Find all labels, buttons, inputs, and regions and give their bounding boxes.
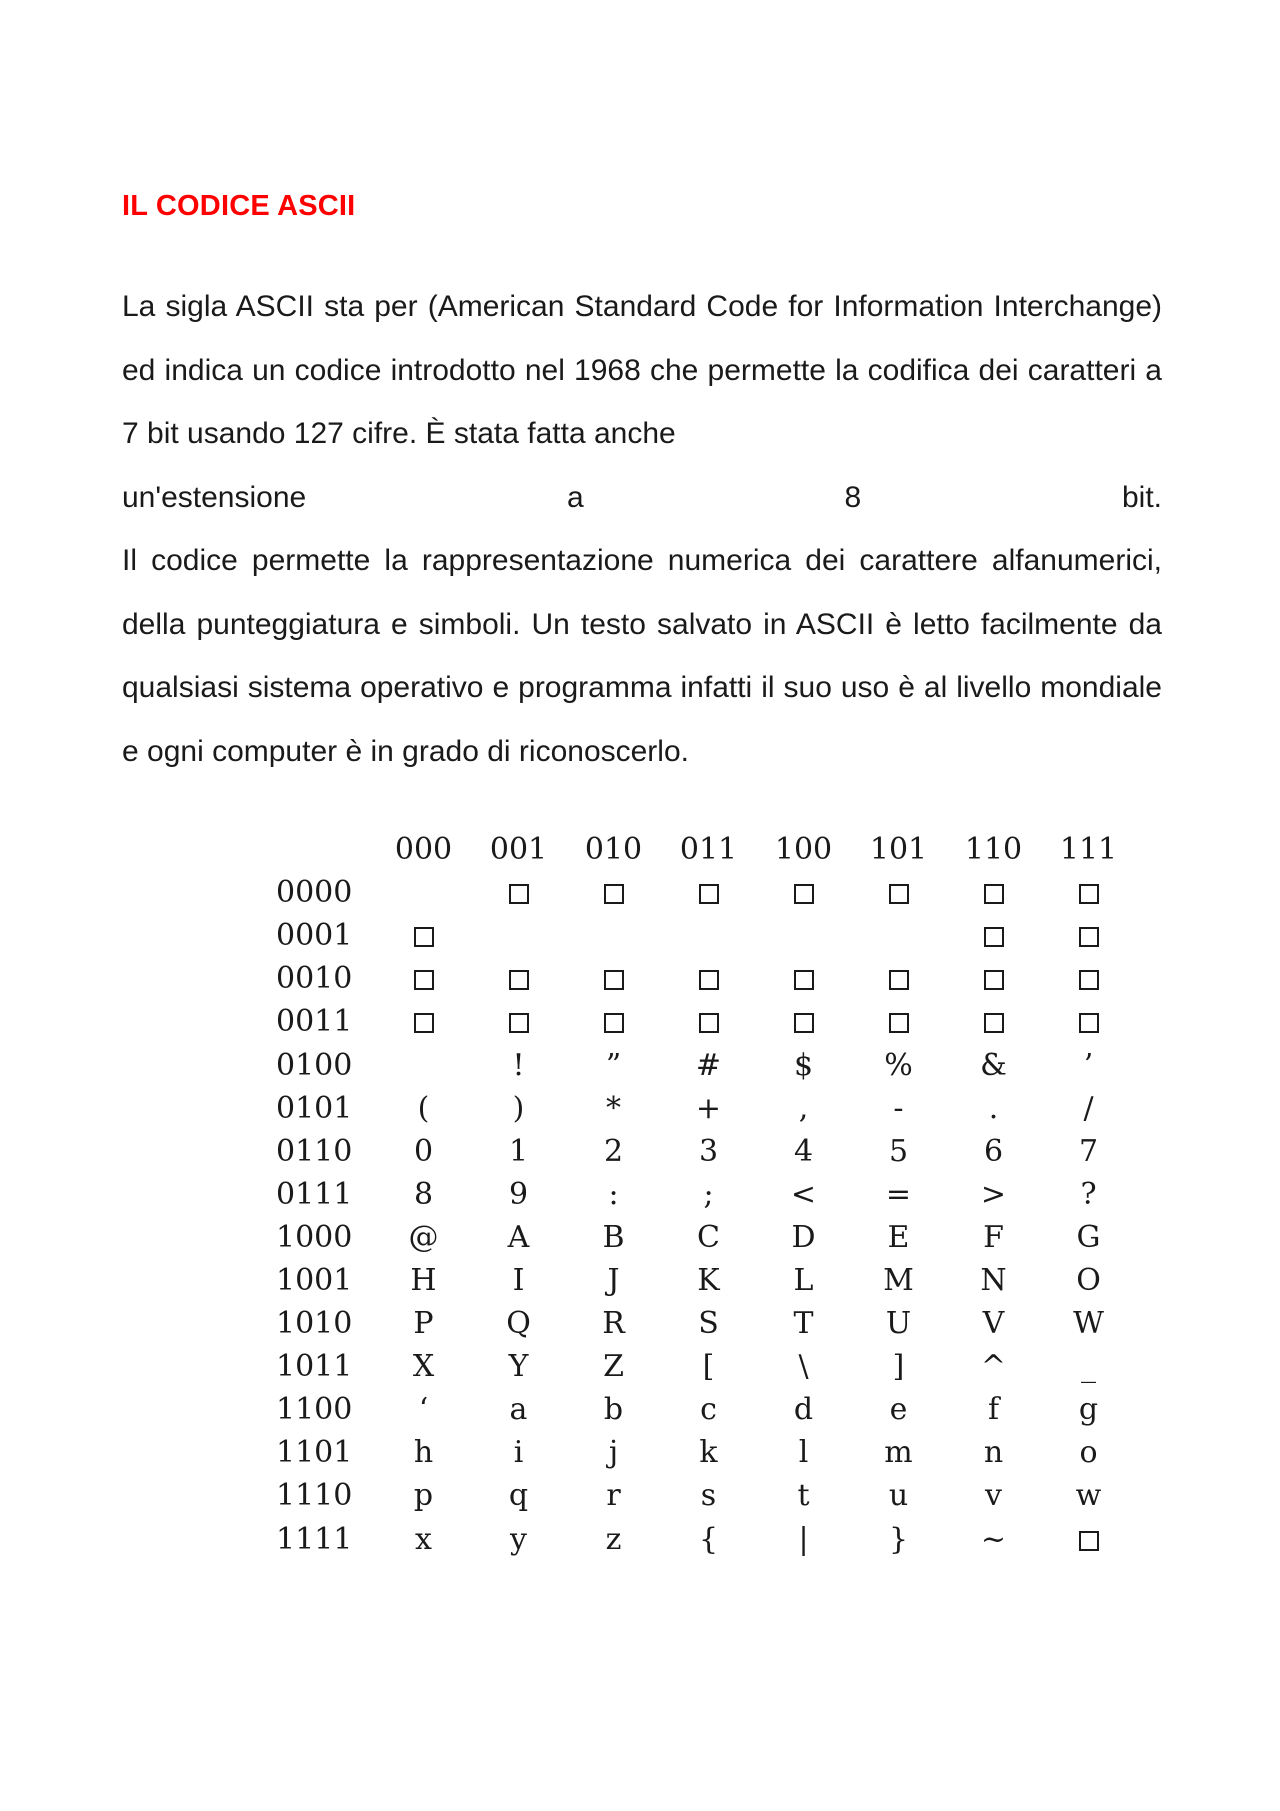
- table-cell: [376, 1000, 471, 1043]
- table-cell: A: [507, 1219, 530, 1255]
- table-cell: P: [413, 1306, 434, 1342]
- control-char-box-icon: [1079, 927, 1099, 947]
- table-cell: v: [985, 1478, 1002, 1514]
- table-cell: H: [410, 1262, 437, 1298]
- table-cell: Q: [506, 1306, 531, 1342]
- control-char-box-icon: [984, 927, 1004, 947]
- table-cell: 5: [888, 1133, 909, 1169]
- row-header: 1110: [276, 1478, 353, 1514]
- table-cell: [471, 957, 566, 1000]
- table-cell: [756, 914, 851, 957]
- row-header: 0001: [276, 918, 353, 954]
- control-char-box-icon: [889, 1013, 909, 1033]
- table-cell: :: [608, 1176, 619, 1212]
- paragraph-3: Il codice permette la rappresentazione numerica dei carattere alfanumerici, della punteggiatura e simboli. Un testo salvato in ASCII è letto facilmente da qualsiasi sistema operativo e programma infatti il suo uso è al livello mondiale e ogni computer è in grado di riconoscerlo.: [122, 544, 1162, 768]
- table-body: [262, 871, 1136, 1561]
- table-row: [262, 957, 1136, 1000]
- table-cell: !: [512, 1047, 525, 1083]
- table-cell: ]: [892, 1349, 905, 1385]
- control-char-box-icon: [1079, 1531, 1099, 1551]
- control-char-box-icon: [794, 1013, 814, 1033]
- table-cell: e: [889, 1392, 908, 1428]
- table-cell: ‘: [418, 1392, 429, 1428]
- table-cell: /: [1083, 1090, 1094, 1126]
- table-cell: 2: [603, 1133, 624, 1169]
- table-cell: >: [980, 1176, 1007, 1212]
- table-cell: U: [885, 1306, 912, 1342]
- table-cell: [: [702, 1349, 715, 1385]
- column-header: 000: [394, 832, 453, 868]
- control-char-box-icon: [604, 970, 624, 990]
- table-cell: X: [412, 1349, 435, 1385]
- table-cell: 8: [413, 1176, 434, 1212]
- control-char-box-icon: [889, 970, 909, 990]
- table-row: [262, 914, 1136, 957]
- table-cell: o: [1079, 1435, 1098, 1471]
- table-cell: q: [508, 1478, 529, 1514]
- row-header: 1111: [276, 1521, 353, 1557]
- table-cell: @: [408, 1219, 439, 1255]
- table-row: [262, 1259, 1136, 1302]
- table-row: [262, 1518, 1136, 1561]
- table-cell: 4: [793, 1133, 814, 1169]
- table-cell: I: [512, 1262, 525, 1298]
- control-char-box-icon: [604, 1013, 624, 1033]
- row-header: 1000: [276, 1219, 353, 1255]
- paragraph-1: La sigla ASCII sta per (American Standard Code for Information Interchange) ed indica un codice introdotto nel 1968 che permette la codifica dei caratteri a 7 bit usando 127 cifre. È stata fatta anche: [122, 290, 1162, 450]
- table-cell: [756, 1000, 851, 1043]
- table-cell: [1041, 1518, 1136, 1561]
- table-cell: 7: [1078, 1133, 1099, 1169]
- row-header: 0000: [276, 875, 353, 911]
- table-cell: [566, 1000, 661, 1043]
- table-cell: [471, 871, 566, 914]
- table-cell: .: [988, 1090, 999, 1126]
- control-char-box-icon: [414, 927, 434, 947]
- control-char-box-icon: [509, 970, 529, 990]
- table-cell: [471, 914, 566, 957]
- table-cell: [471, 1000, 566, 1043]
- table-cell: _: [1081, 1349, 1096, 1385]
- table-cell: Z: [603, 1349, 624, 1385]
- table-cell: t: [797, 1478, 810, 1514]
- table-cell: [946, 957, 1041, 1000]
- table-cell: F: [983, 1219, 1004, 1255]
- table-cell: ”: [605, 1047, 622, 1083]
- table-cell: w: [1075, 1478, 1102, 1514]
- control-char-box-icon: [794, 970, 814, 990]
- table-cell: s: [700, 1478, 717, 1514]
- table-cell: *: [606, 1090, 621, 1126]
- row-header: 1100: [276, 1392, 353, 1428]
- table-header-row: [262, 828, 1136, 871]
- table-cell: [661, 957, 756, 1000]
- table-row: [262, 1130, 1136, 1173]
- table-cell: Y: [508, 1349, 529, 1385]
- table-cell: k: [699, 1435, 718, 1471]
- table-cell: W: [1073, 1306, 1104, 1342]
- table-cell: {: [698, 1521, 719, 1557]
- column-header: 001: [489, 832, 548, 868]
- column-header: 101: [869, 832, 928, 868]
- column-header: 011: [679, 832, 738, 868]
- table-cell: u: [888, 1478, 909, 1514]
- control-char-box-icon: [984, 884, 1004, 904]
- table-row: [262, 1474, 1136, 1517]
- table-cell: l: [798, 1435, 809, 1471]
- table-cell: c: [700, 1392, 717, 1428]
- table-cell: R: [602, 1306, 625, 1342]
- control-char-box-icon: [1079, 884, 1099, 904]
- table-row: [262, 1431, 1136, 1474]
- table-cell: L: [793, 1262, 814, 1298]
- table-cell: [851, 914, 946, 957]
- table-cell: O: [1076, 1262, 1101, 1298]
- table-cell: [661, 1000, 756, 1043]
- table-row: [262, 1087, 1136, 1130]
- table-cell: [756, 871, 851, 914]
- table-cell: C: [697, 1219, 720, 1255]
- table-cell: ?: [1080, 1176, 1097, 1212]
- table-cell: ): [512, 1090, 525, 1126]
- table-cell: [1041, 1000, 1136, 1043]
- table-cell: [376, 1043, 471, 1086]
- control-char-box-icon: [889, 884, 909, 904]
- table-cell: S: [698, 1306, 719, 1342]
- column-header: 100: [774, 832, 833, 868]
- table-cell: z: [605, 1521, 622, 1557]
- ascii-table-container: [262, 828, 1136, 1561]
- table-row: [262, 1216, 1136, 1259]
- table-cell: j: [608, 1435, 619, 1471]
- control-char-box-icon: [414, 970, 434, 990]
- paragraph-2: un'estensione a 8 bit.: [122, 480, 1162, 514]
- table-cell: E: [887, 1219, 910, 1255]
- table-cell: [946, 871, 1041, 914]
- table-cell: [1041, 914, 1136, 957]
- table-cell: 3: [698, 1133, 719, 1169]
- table-cell: -: [893, 1090, 904, 1126]
- table-cell: y: [510, 1521, 527, 1557]
- table-cell: [376, 871, 471, 914]
- table-cell: [661, 914, 756, 957]
- table-cell: &: [980, 1047, 1007, 1083]
- table-cell: [756, 957, 851, 1000]
- table-cell: <: [790, 1176, 817, 1212]
- table-cell: [946, 1000, 1041, 1043]
- table-cell: [566, 914, 661, 957]
- control-char-box-icon: [509, 1013, 529, 1033]
- table-cell: 1: [508, 1133, 529, 1169]
- control-char-box-icon: [1079, 1013, 1099, 1033]
- table-cell: x: [415, 1521, 432, 1557]
- table-cell: [946, 914, 1041, 957]
- control-char-box-icon: [699, 1013, 719, 1033]
- table-cell: V: [982, 1306, 1005, 1342]
- table-cell: p: [413, 1478, 434, 1514]
- table-row: [262, 1000, 1136, 1043]
- table-row: [262, 1302, 1136, 1345]
- table-cell: n: [983, 1435, 1004, 1471]
- control-char-box-icon: [699, 970, 719, 990]
- table-cell: [1041, 957, 1136, 1000]
- table-cell: [376, 914, 471, 957]
- row-header: 0010: [276, 961, 353, 997]
- table-row: [262, 871, 1136, 914]
- table-cell: a: [509, 1392, 528, 1428]
- control-char-box-icon: [699, 884, 719, 904]
- table-cell: r: [606, 1478, 621, 1514]
- control-char-box-icon: [794, 884, 814, 904]
- table-row: [262, 1043, 1136, 1086]
- table-cell: +: [695, 1090, 722, 1126]
- table-corner: [262, 828, 376, 871]
- table-cell: g: [1078, 1392, 1099, 1428]
- table-cell: 0: [413, 1133, 434, 1169]
- row-header: 0101: [276, 1090, 353, 1126]
- table-cell: K: [697, 1262, 720, 1298]
- table-row: [262, 1345, 1136, 1388]
- table-cell: M: [883, 1262, 914, 1298]
- table-cell: ~: [980, 1521, 1007, 1557]
- table-cell: [851, 1000, 946, 1043]
- column-header: 010: [584, 832, 643, 868]
- table-cell: ;: [703, 1176, 714, 1212]
- control-char-box-icon: [414, 1013, 434, 1033]
- table-cell: %: [884, 1047, 913, 1083]
- table-cell: T: [793, 1306, 814, 1342]
- table-cell: N: [980, 1262, 1007, 1298]
- control-char-box-icon: [984, 1013, 1004, 1033]
- table-cell: d: [793, 1392, 814, 1428]
- table-cell: =: [885, 1176, 912, 1212]
- row-header: 1101: [276, 1435, 353, 1471]
- control-char-box-icon: [604, 884, 624, 904]
- body-text: [122, 275, 1162, 783]
- table-cell: [376, 957, 471, 1000]
- row-header: 1001: [276, 1262, 353, 1298]
- table-cell: f: [987, 1392, 1000, 1428]
- table-cell: [566, 871, 661, 914]
- control-char-box-icon: [509, 884, 529, 904]
- control-char-box-icon: [984, 970, 1004, 990]
- row-header: 0110: [276, 1133, 353, 1169]
- table-row: [262, 1388, 1136, 1431]
- table-cell: B: [602, 1219, 625, 1255]
- table-cell: 6: [983, 1133, 1004, 1169]
- table-cell: G: [1076, 1219, 1101, 1255]
- table-cell: \: [798, 1349, 809, 1385]
- row-header: 0111: [276, 1176, 353, 1212]
- table-cell: J: [607, 1262, 620, 1298]
- row-header: 1010: [276, 1306, 353, 1342]
- column-header: 111: [1059, 832, 1118, 868]
- table-cell: [661, 871, 756, 914]
- table-cell: |: [798, 1521, 809, 1557]
- table-cell: [1041, 871, 1136, 914]
- ascii-table: [262, 828, 1136, 1561]
- table-cell: 9: [508, 1176, 529, 1212]
- table-cell: (: [417, 1090, 430, 1126]
- table-cell: [851, 957, 946, 1000]
- table-row: [262, 1173, 1136, 1216]
- table-cell: h: [413, 1435, 434, 1471]
- table-cell: D: [791, 1219, 816, 1255]
- column-header: 110: [964, 832, 1023, 868]
- table-cell: m: [884, 1435, 913, 1471]
- table-cell: [851, 871, 946, 914]
- table-cell: [566, 957, 661, 1000]
- table-cell: i: [513, 1435, 524, 1471]
- row-header: 0100: [276, 1047, 353, 1083]
- table-cell: ^: [980, 1349, 1007, 1385]
- table-cell: $: [793, 1047, 814, 1083]
- row-header: 1011: [276, 1349, 353, 1385]
- table-cell: }: [888, 1521, 909, 1557]
- table-cell: ,: [798, 1090, 809, 1126]
- row-header: 0011: [276, 1004, 353, 1040]
- table-cell: ’: [1083, 1047, 1094, 1083]
- page-title: IL CODICE ASCII: [122, 190, 356, 222]
- table-cell: #: [695, 1047, 722, 1083]
- control-char-box-icon: [1079, 970, 1099, 990]
- table-cell: b: [603, 1392, 624, 1428]
